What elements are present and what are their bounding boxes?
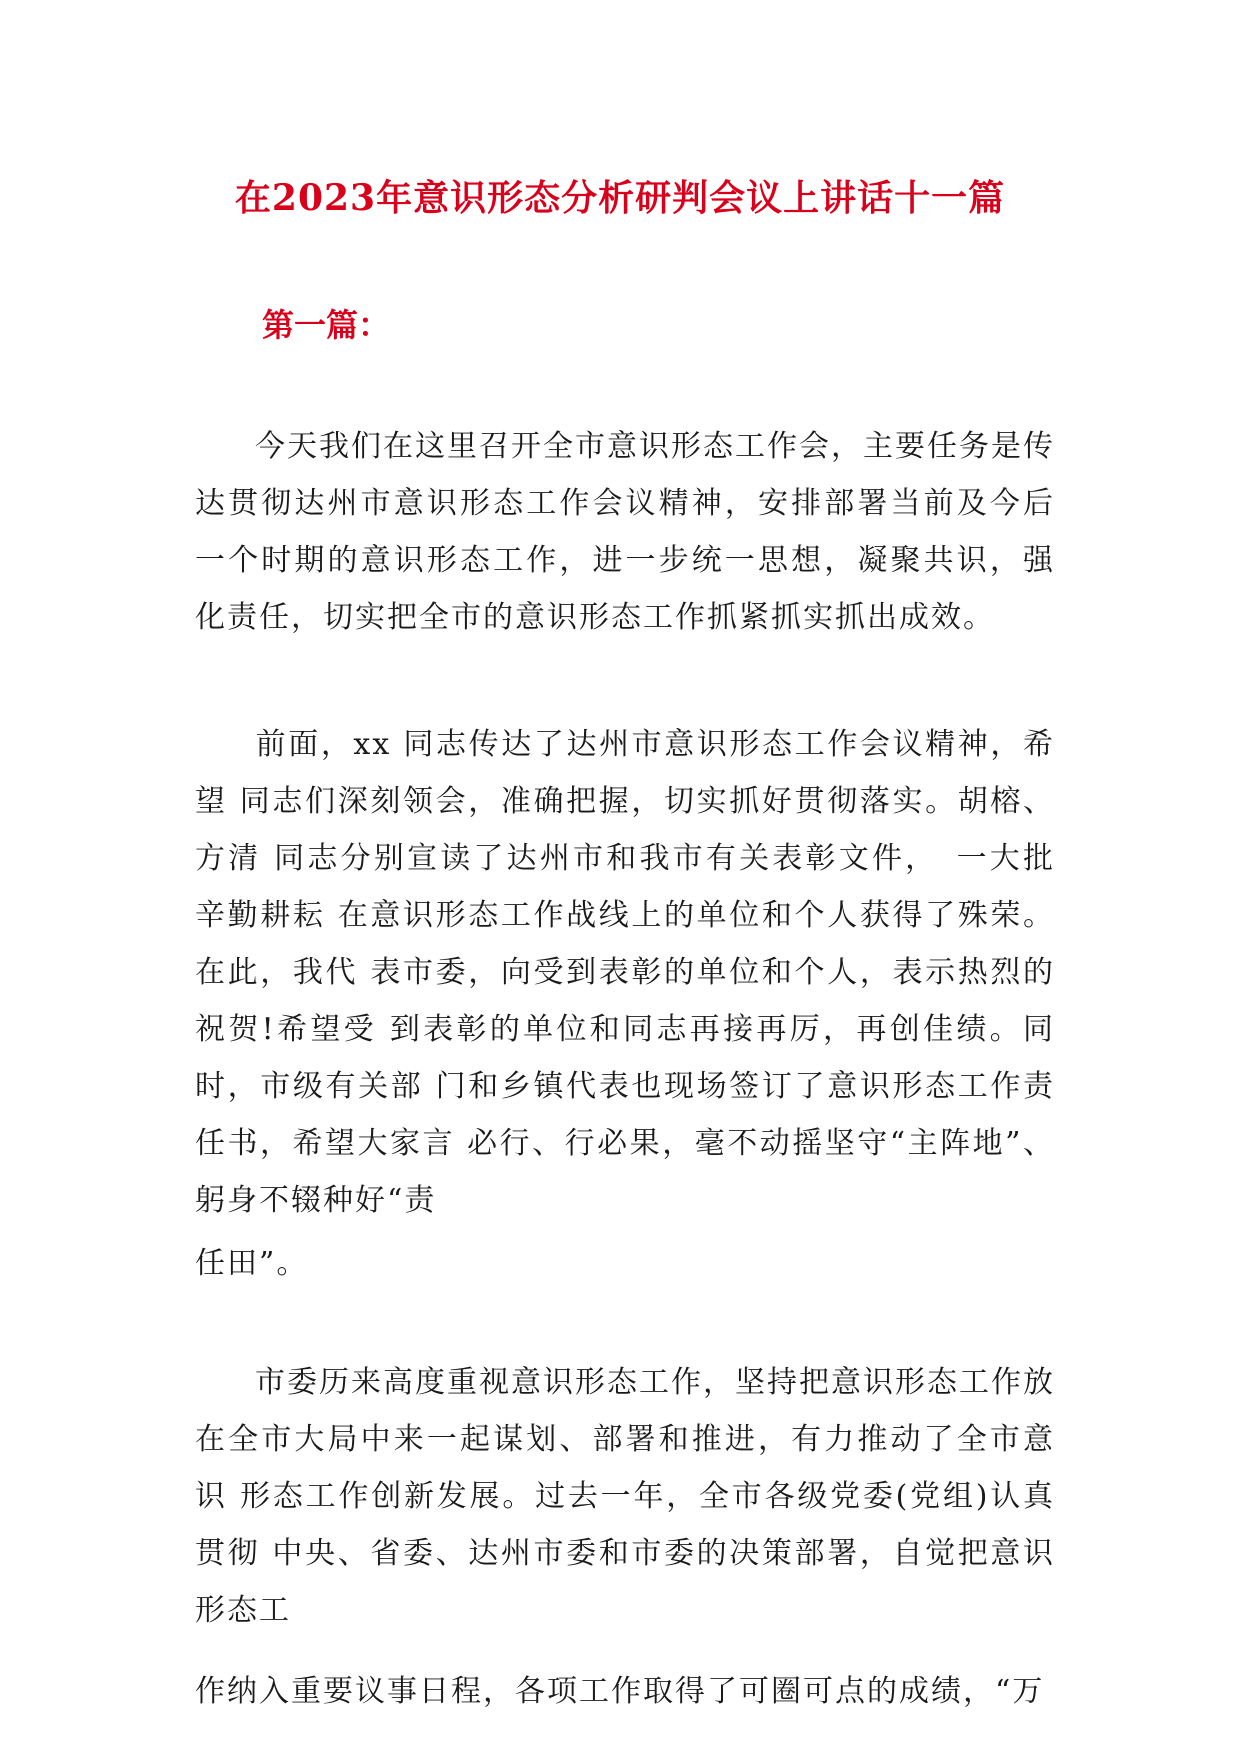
paragraph-3-continuation: 作纳入重要议事日程，各项工作取得了可圈可点的成绩，“万 [195,1674,1045,1709]
document-title: 在2023年意识形态分析研判会议上讲话十一篇 [234,177,1006,219]
paragraph-2 [195,716,1055,1229]
paragraph-1-text: 今天我们在这里召开全市意识形态工作会，主要任务是传达贯彻达州市意识形态工作会议精神，安排部署当前及今后一个时期的意识形态工作，进一步统一思想，凝聚共识，强化责任，切实把全市的意识形态工作抓紧抓实抓出成效。 [195,429,1055,635]
section-heading: 第一篇： [262,306,391,344]
paragraph-3 [195,1354,1055,1639]
paragraph-2-text: 前面，xx 同志传达了达州市意识形态工作会议精神，希望 同志们深刻领会，准确把握，切实抓好贯彻落实。胡榕、方清 同志分别宣读了达州市和我市有关表彰文件， 一大批辛勤耕耘 在意识形态工作战线上的单位和个人获得了殊荣。在此，我代 表市委，向受到表彰的单位和个人，表示热烈的祝贺!希望受 到表彰的单位和同志再接再厉，再创佳绩。同时，市级有关部 门和乡镇代表也现场签订了意识形态工作责任书，希望大家言 必行、行必果，毫不动摇坚守“主阵地”、躬身不辍种好“责 [195,727,1055,1218]
paragraph-1 [195,418,1055,646]
paragraph-3-text: 市委历来高度重视意识形态工作，坚持把意识形态工作放 在全市大局中来一起谋划、部署和推进，有力推动了全市意识 形态工作创新发展。过去一年，全市各级党委(党组)认真贯彻 中央、省委、达州市委和市委的决策部署，自觉把意识形态工 [195,1365,1055,1628]
paragraph-2-continuation: 任田”。 [195,1246,309,1281]
